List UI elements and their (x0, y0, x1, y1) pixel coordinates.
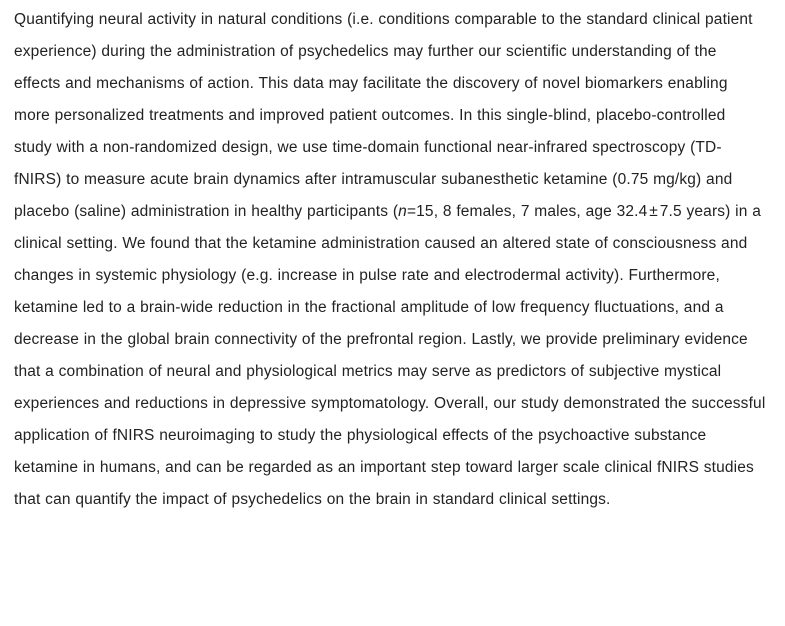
sample-size-variable-symbol: n (398, 203, 407, 220)
abstract-paragraph (14, 4, 766, 516)
abstract-trailing-text: 7.5 years) in a clinical setting. We found that the ketamine administration caused an altered state of consciousness and changes in systemic physiology (e.g. increase in pulse rate and electrodermal activity). Furthermore, ketamine led to a brain-wide reduction in the fractional amplitude of low frequency fluctuations, and a decrease in the global brain connectivity of the prefrontal region. Lastly, we provide preliminary evidence that a combination of neural and physiological metrics may serve as predictors of subjective mystical experiences and reductions in depressive symptomatology. Overall, our study demonstrated the successful application of fNIRS neuroimaging to study the physiological effects of the psychoactive substance ketamine in humans, and can be regarded as an important step toward larger scale clinical fNIRS studies that can quantify the impact of psychedelics on the brain in standard clinical settings. (14, 203, 766, 508)
plus-minus-icon: ± (649, 203, 658, 220)
sample-size-text: =15, 8 females, 7 males, age 32.4 (406, 203, 648, 220)
abstract-lead-text: Quantifying neural activity in natural conditions (i.e. conditions comparable to the standard clinical patient experience) during the administration of psychedelics may further our scientific understanding of the effects and mechanisms of action. This data may facilitate the discovery of novel biomarkers enabling more personalized treatments and improved patient outcomes. In this single-blind, placebo-controlled study with a non-randomized design, we use time-domain functional near-infrared spectroscopy (TD-fNIRS) to measure acute brain dynamics after intramuscular subanesthetic ketamine (0.75 mg/kg) and placebo (saline) administration in healthy participants ( (14, 11, 753, 220)
